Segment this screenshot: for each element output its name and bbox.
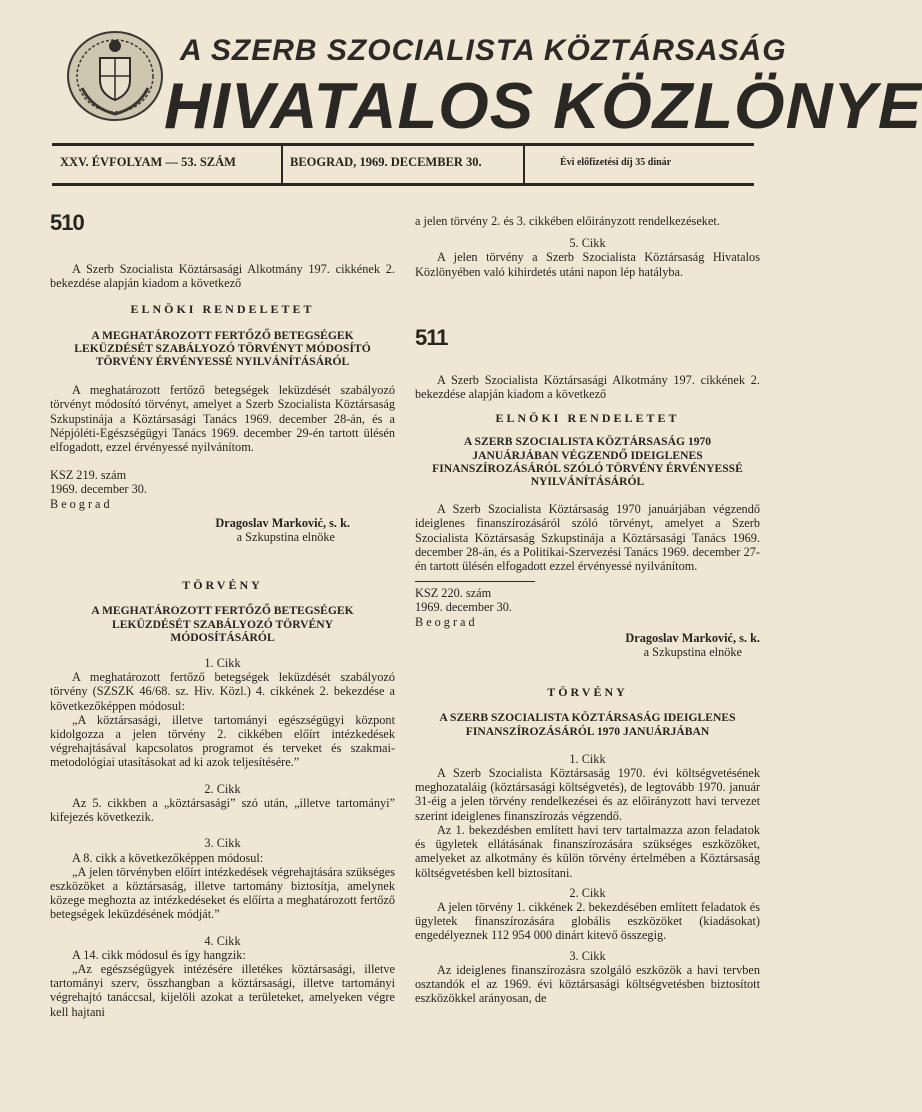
article-text: A jelen törvény 1. cikkének 2. bekezdésében említett feladatok és ügyletek finanszírozására globális eszközöket (kiadásokat) engedélyeznek 112 954 000 dinárt kitevő összegig. (415, 899, 760, 943)
intro-paragraph: A Szerb Szocialista Köztársasági Alkotmány 197. cikkének 2. bekezdése alapján kiadom a következő (50, 262, 395, 291)
header-rule-top (52, 143, 754, 146)
issue-date: 1969. december 30. (415, 600, 512, 615)
decree-title: A SZERB SZOCIALISTA KÖZTÁRSASÁG 1970 JANUÁRJÁBAN VÉGZENDŐ IDEIGLENES FINANSZÍROZÁSÁRÓL SZÓLÓ TÖRVÉNY ÉRVÉNYESSÉ NYILVÁNÍTÁSÁRÓL (432, 435, 743, 489)
decree-body: A Szerb Szocialista Köztársaság 1970 januárjában végzendő ideiglenes finanszírozásáról szóló törvényt, amelyet a Szerb Szocialista Köztársaság Szkupstinája a Köztársasági Tanács 1969. december 28-án, és a Politikai-Szervezési Tanács 1969. december 27-én tartott ülésén elfogadott ezzel érvényessé nyilvánítom. (415, 502, 760, 574)
coat-of-arms-emblem (64, 28, 166, 124)
volume-info: XXV. ÉVFOLYAM — 53. SZÁM (60, 155, 236, 169)
article-heading: 2. Cikk (204, 781, 241, 796)
article-quote: „Az egészségügyek intézésére illetékes köztársasági, illetve tartományi szerv, összhangban a köztársasági, illetve tartományi végrehajtó tanáccsal, kijelöli azokat a területeket, amelyeken végre kell hajtani (50, 961, 395, 1019)
decree-title: A MEGHATÁROZOTT FERTŐZŐ BETEGSÉGEK LEKÜZDÉSÉT SZABÁLYOZÓ TÖRVÉNYT MÓDOSÍTÓ TÖRVÉNY ÉRVÉNYESSÉ NYILVÁNÍTÁSÁRÓL (74, 328, 371, 369)
decree-label: ELNÖKI RENDELETET (130, 302, 315, 317)
continued-text: a jelen törvény 2. és 3. cikkében előirányzott rendelkezéseket. (415, 214, 720, 228)
signatory-name: Dragoslav Marković, s. k. (215, 515, 350, 530)
article-heading: 4. Cikk (204, 933, 241, 948)
issue-city: Beograd (50, 496, 113, 511)
gazette-title: HIVATALOS KÖZLÖNYE (164, 69, 922, 142)
article-text: Az ideiglenes finanszírozásra szolgáló eszközök a havi tervben osztandók el az 1969. évi köztársasági költségvetésben biztosított eszközökkel arányosan, de (415, 962, 760, 1006)
article-quote: „A köztársasági, illetve tartományi egészségügyi központ kidolgozza a jelen törvény 2. cikkében előírt intézkedések végrehajtásával kapcsolatos programot és terveket és szakmai-metodológiai utasításokat ad ki azok teljesítésére.” (50, 712, 395, 770)
article-text: Az 1. bekezdésben említett havi terv tartalmazza azon feladatok és ügyletek ellátásának finanszírozására szükséges eszközöket, amelyeket az alkotmány és külön törvény értelmében a Köztársaság költségvetésben kell biztosítani. (415, 822, 760, 880)
decree-label: ELNÖKI RENDELETET (495, 411, 680, 426)
signatory-name: Dragoslav Marković, s. k. (625, 630, 760, 645)
article-heading: 3. Cikk (569, 948, 606, 963)
header-rule-bottom (52, 183, 754, 186)
right-column (415, 214, 760, 1005)
separator-rule (415, 581, 535, 582)
signatory-role: a Szkupstina elnöke (236, 530, 335, 545)
article-heading: 2. Cikk (569, 885, 606, 900)
item-number: 510 (50, 210, 84, 235)
article-heading: 3. Cikk (204, 836, 241, 851)
decree-body: A meghatározott fertőző betegségek leküzdését szabályozó törvényt módosító törvényt, amelyet a Szerb Szocialista Köztársaság Szkupstinája a Köztársasági Tanács 1969. december 28-án, és a Népjóléti-Egészségügyi Tanács 1969. december 29-én tartott ülésén elfogadott, ezzel érvényessé nyilvánítom. (50, 383, 395, 455)
item-number: 511 (415, 324, 448, 350)
article-quote: „A jelen törvényben előírt intézkedések végrehajtására szükséges eszközöket a köztársaság, illetve tartomány biztosítja, amelynek közege meghozta az intézkedéseket és előírta a meghatározott fertőző betegségek leküzdésének módját.” (50, 864, 395, 922)
article-text: A jelen törvény a Szerb Szocialista Köztársaság Hivatalos Közlönyében való kihirdetés utáni napon lép hatályba. (415, 250, 760, 279)
signatory-role: a Szkupstina elnöke (643, 645, 742, 660)
article-heading: 5. Cikk (569, 236, 606, 251)
article-heading: 1. Cikk (204, 656, 241, 671)
intro-paragraph: A Szerb Szocialista Köztársasági Alkotmány 197. cikkének 2. bekezdése alapján kiadom a következő (415, 372, 760, 402)
subscription-price: Évi előfizetési díj 35 dinár (560, 157, 672, 168)
issue-city: Beograd (415, 614, 478, 629)
article-text: A meghatározott fertőző betegségek leküzdését szabályozó törvény (SZSZK 46/68. sz. Hiv. Közl.) 4. cikkének 2. bekezdése a következőképpen módosul: (50, 670, 395, 713)
article-heading: 1. Cikk (569, 751, 606, 766)
law-title: A SZERB SZOCIALISTA KÖZTÁRSASÁG IDEIGLENES FINANSZÍROZÁSÁRÓL 1970 JANUÁRJÁBAN (439, 711, 736, 738)
reference-number: KSZ 220. szám (415, 586, 492, 601)
header-separator (523, 146, 525, 183)
article-text: A Szerb Szocialista Köztársaság 1970. évi költségvetésének meghozataláig (köztársasági költségvetés), de legtovább 1970. január 31-éig a jelen törvény rendelkezései és az előirányzott havi tervezet szerint ideiglenes finanszírozás végzendő. (415, 766, 760, 823)
issue-date: 1969. december 30. (50, 482, 147, 497)
law-label: TÖRVÉNY (182, 578, 263, 593)
place-date: BEOGRAD, 1969. DECEMBER 30. (290, 155, 482, 169)
article-text: A 14. cikk módosul és így hangzik: (72, 947, 246, 962)
law-title: A MEGHATÁROZOTT FERTŐZŐ BETEGSÉGEK LEKÜZDÉSÉT SZABÁLYOZÓ TÖRVÉNY MÓDOSÍTÁSÁRÓL (91, 604, 354, 644)
article-text: A 8. cikk a következőképpen módosul: (72, 850, 264, 865)
reference-number: KSZ 219. szám (50, 468, 127, 483)
gazette-subtitle: A SZERB SZOCIALISTA KÖZTÁRSASÁG (180, 34, 787, 67)
left-column (50, 210, 395, 1019)
header-separator (281, 146, 283, 183)
article-text: Az 5. cikkben a „köztársasági” szó után, „illetve tartományi” kifejezés következik. (50, 795, 395, 825)
law-label: TÖRVÉNY (547, 685, 628, 700)
